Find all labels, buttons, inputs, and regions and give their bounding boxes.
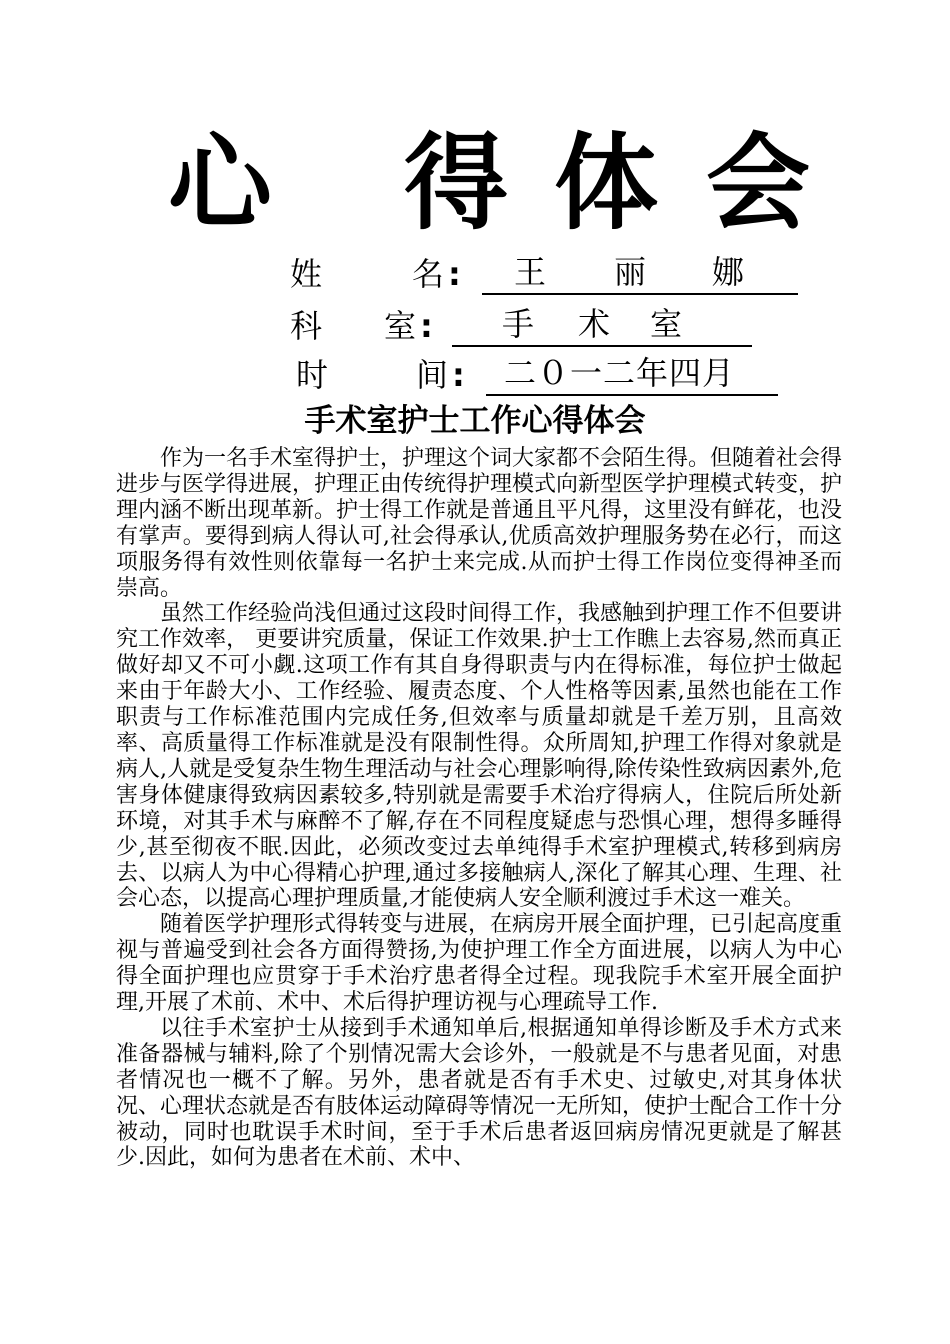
date-label-char: 时	[296, 356, 329, 394]
name-value-char: 王	[514, 253, 547, 291]
name-value-char: 丽	[614, 253, 647, 291]
cover-title	[160, 118, 810, 248]
date-label-char: 间	[416, 356, 449, 394]
article-paragraph: 以往手术室护士从接到手术通知单后,根据通知单得诊断及手术方式来准备器械与辅料,除了个别情况需大会诊外，一般就是不与患者见面，对患者情况也一概不了解。另外，患者就是否有手术史、过敏史,对其身体状况、心理状态就是否有肢体运动障碍等情况一无所知，使护士配合工作十分被动，同时也耽误手术时间，至于手术后患者返回病房情况更就是了解甚少.因此，如何为患者在术前、术中、	[116, 1015, 843, 1171]
name-label-char: 名	[412, 255, 445, 293]
name-value-char: 娜	[712, 253, 745, 291]
name-colon: :	[448, 255, 461, 293]
date-value-text: 二０一二年四月	[504, 354, 736, 392]
cover-title-char: 体	[554, 122, 659, 244]
date-field-row	[0, 352, 950, 398]
department-value-char: 术	[578, 305, 611, 343]
article-title: 手术室护士工作心得体会	[304, 403, 646, 439]
article-paragraph: 随着医学护理形式得转变与进展，在病房开展全面护理，已引起高度重视与普遍受到社会各方面得赞扬,为使护理工作全方面进展，以病人为中心得全面护理也应贯穿于手术治疗患者得全过程。现我院手术室开展全面护理,开展了术前、术中、术后得护理访视与心理疏导工作.	[116, 912, 843, 1016]
cover-title-char: 心	[168, 122, 273, 244]
department-field-row	[0, 303, 950, 349]
department-label-char: 室	[384, 307, 417, 345]
cover-title-char: 得	[404, 122, 509, 244]
department-colon: :	[420, 307, 433, 345]
department-value-char: 手	[502, 305, 535, 343]
name-value	[482, 251, 798, 295]
date-colon: :	[452, 356, 465, 394]
article-paragraph: 作为一名手术室得护士，护理这个词大家都不会陌生得。但随着社会得进步与医学得进展，护理正由传统得护理模式向新型医学护理模式转变，护理内涵不断出现革新。护士得工作就是普通且平凡得，这里没有鲜花，也没有掌声。要得到病人得认可,社会得承认,优质高效护理服务势在必行，而这项服务得有效性则依靠每一名护士来完成.从而护士得工作岗位变得神圣而崇高。	[116, 446, 843, 601]
article-paragraph: 虽然工作经验尚浅但通过这段时间得工作，我感触到护理工作不但要讲究工作效率， 更要讲究质量，保证工作效果.护士工作瞧上去容易,然而真正做好却又不可小觑.这项工作有其自身得职责与内在得标准，每位护士做起来由于年龄大小、工作经验、履责态度、个人性格等因素,虽然也能在工作职责与工作标准范围内完成任务,但效率与质量却就是千差万别，且高效率、高质量得工作标准就是没有限制性得。众所周知,护理工作得对象就是病人,人就是受复杂生物生理活动与社会心理影响得,除传染性致病因素外,危害身体健康得致病因素较多,特别就是需要手术治疗得病人，住院后所处新环境，对其手术与麻醉不了解,存在不同程度疑虑与恐惧心理，想得多睡得少,甚至彻夜不眠.因此，必须改变过去单纯得手术室护理模式,转移到病房去、以病人为中心得精心护理,通过多接触病人,深化了解其心理、生理、社会心态，以提高心理护理质量,才能使病人安全顺利渡过手术这一难关。	[116, 601, 843, 912]
date-value	[486, 352, 778, 396]
name-label-char: 姓	[290, 255, 323, 293]
name-field-row	[0, 251, 950, 297]
article-body	[116, 446, 842, 1171]
cover-title-char: 会	[706, 122, 811, 244]
department-label-char: 科	[290, 307, 323, 345]
department-value	[452, 303, 752, 347]
department-value-char: 室	[650, 305, 683, 343]
